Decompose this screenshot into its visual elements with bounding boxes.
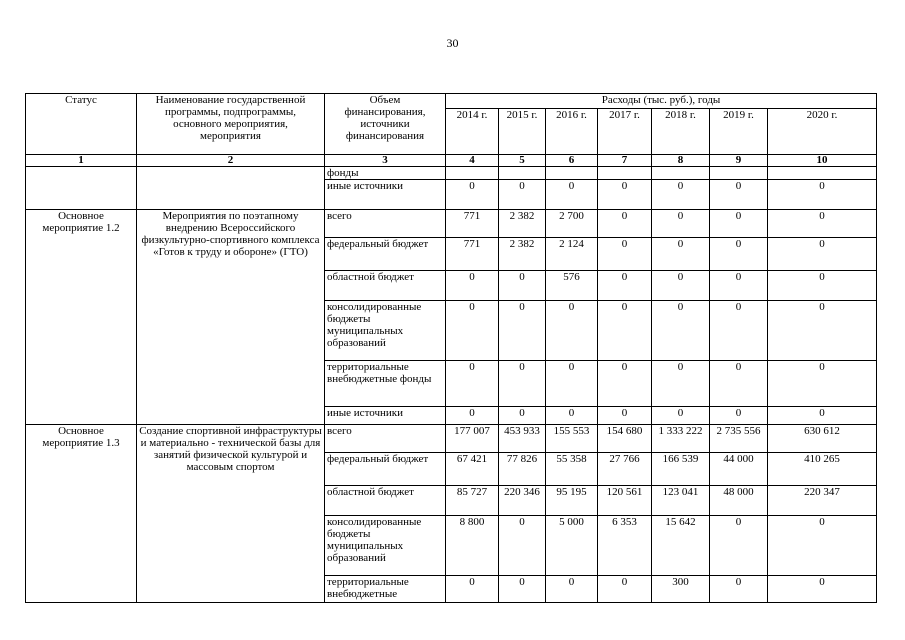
amount-cell: 0 bbox=[768, 301, 877, 361]
column-index: 6 bbox=[546, 155, 598, 167]
amount-cell: 0 bbox=[598, 361, 652, 407]
amount-cell bbox=[652, 167, 710, 180]
amount-cell: 0 bbox=[710, 361, 768, 407]
amount-cell: 0 bbox=[710, 516, 768, 576]
funding-source-cell: иные источники bbox=[325, 180, 446, 210]
header-status: Статус bbox=[26, 94, 137, 155]
amount-cell bbox=[710, 167, 768, 180]
amount-cell: 0 bbox=[598, 210, 652, 238]
amount-cell: 15 642 bbox=[652, 516, 710, 576]
amount-cell: 0 bbox=[446, 361, 499, 407]
amount-cell: 0 bbox=[598, 238, 652, 271]
program-name-cell bbox=[137, 167, 325, 210]
column-index: 4 bbox=[446, 155, 499, 167]
amount-cell: 0 bbox=[446, 301, 499, 361]
amount-cell: 0 bbox=[652, 407, 710, 425]
amount-cell: 0 bbox=[768, 210, 877, 238]
amount-cell: 0 bbox=[598, 407, 652, 425]
amount-cell: 0 bbox=[768, 238, 877, 271]
amount-cell bbox=[446, 167, 499, 180]
column-index: 5 bbox=[499, 155, 546, 167]
amount-cell: 95 195 bbox=[546, 486, 598, 516]
amount-cell: 123 041 bbox=[652, 486, 710, 516]
amount-cell: 0 bbox=[446, 576, 499, 603]
amount-cell: 0 bbox=[652, 210, 710, 238]
amount-cell: 2 124 bbox=[546, 238, 598, 271]
amount-cell: 0 bbox=[768, 180, 877, 210]
table-row bbox=[26, 210, 877, 238]
funding-source-cell: всего bbox=[325, 425, 446, 453]
amount-cell: 0 bbox=[768, 576, 877, 603]
amount-cell: 0 bbox=[768, 407, 877, 425]
funding-source-cell: территориальные внебюджетные bbox=[325, 576, 446, 603]
amount-cell: 771 bbox=[446, 210, 499, 238]
amount-cell: 0 bbox=[499, 271, 546, 301]
amount-cell: 0 bbox=[446, 180, 499, 210]
amount-cell: 0 bbox=[768, 516, 877, 576]
amount-cell: 1 333 222 bbox=[652, 425, 710, 453]
amount-cell: 0 bbox=[499, 301, 546, 361]
amount-cell: 0 bbox=[499, 407, 546, 425]
amount-cell: 576 bbox=[546, 271, 598, 301]
program-name-cell: Мероприятия по поэтапному внедрению Всероссийского физкультурно-спортивного комплекса «Готов к труду и обороне» (ГТО) bbox=[137, 210, 325, 425]
program-name-cell: Создание спортивной инфраструктуры и материально - технической базы для занятий физической культурой и массовым спортом bbox=[137, 425, 325, 603]
amount-cell bbox=[546, 167, 598, 180]
amount-cell: 0 bbox=[546, 361, 598, 407]
amount-cell: 0 bbox=[652, 238, 710, 271]
amount-cell: 2 382 bbox=[499, 210, 546, 238]
amount-cell: 44 000 bbox=[710, 453, 768, 486]
status-cell: Основное мероприятие 1.3 bbox=[26, 425, 137, 603]
amount-cell: 27 766 bbox=[598, 453, 652, 486]
amount-cell bbox=[768, 167, 877, 180]
amount-cell: 0 bbox=[598, 576, 652, 603]
funding-source-cell: иные источники bbox=[325, 407, 446, 425]
expenses-table bbox=[25, 93, 877, 603]
amount-cell bbox=[598, 167, 652, 180]
amount-cell: 0 bbox=[710, 407, 768, 425]
amount-cell: 630 612 bbox=[768, 425, 877, 453]
amount-cell: 2 735 556 bbox=[710, 425, 768, 453]
column-index: 9 bbox=[710, 155, 768, 167]
table-row bbox=[26, 167, 877, 180]
amount-cell: 48 000 bbox=[710, 486, 768, 516]
amount-cell: 0 bbox=[652, 180, 710, 210]
amount-cell: 453 933 bbox=[499, 425, 546, 453]
column-index: 3 bbox=[325, 155, 446, 167]
amount-cell: 220 347 bbox=[768, 486, 877, 516]
amount-cell: 0 bbox=[546, 301, 598, 361]
header-volume: Объем финансирования, источники финансирования bbox=[325, 94, 446, 155]
amount-cell: 166 539 bbox=[652, 453, 710, 486]
amount-cell: 2 700 bbox=[546, 210, 598, 238]
amount-cell: 0 bbox=[546, 576, 598, 603]
column-index: 8 bbox=[652, 155, 710, 167]
amount-cell: 8 800 bbox=[446, 516, 499, 576]
status-cell: Основное мероприятие 1.2 bbox=[26, 210, 137, 425]
amount-cell: 0 bbox=[598, 301, 652, 361]
amount-cell: 0 bbox=[710, 180, 768, 210]
amount-cell: 0 bbox=[710, 238, 768, 271]
column-index: 2 bbox=[137, 155, 325, 167]
amount-cell: 67 421 bbox=[446, 453, 499, 486]
amount-cell: 55 358 bbox=[546, 453, 598, 486]
column-index: 7 bbox=[598, 155, 652, 167]
funding-source-cell: консолидированные бюджеты муниципальных образований bbox=[325, 301, 446, 361]
amount-cell: 5 000 bbox=[546, 516, 598, 576]
amount-cell: 154 680 bbox=[598, 425, 652, 453]
amount-cell: 120 561 bbox=[598, 486, 652, 516]
funding-source-cell: территориальные внебюджетные фонды bbox=[325, 361, 446, 407]
amount-cell: 0 bbox=[598, 180, 652, 210]
header-year: 2018 г. bbox=[652, 109, 710, 155]
amount-cell: 0 bbox=[710, 301, 768, 361]
amount-cell: 0 bbox=[652, 301, 710, 361]
status-cell bbox=[26, 167, 137, 210]
amount-cell: 6 353 bbox=[598, 516, 652, 576]
header-expenses: Расходы (тыс. руб.), годы bbox=[446, 94, 877, 109]
amount-cell: 0 bbox=[499, 576, 546, 603]
amount-cell: 0 bbox=[768, 271, 877, 301]
amount-cell: 0 bbox=[499, 180, 546, 210]
amount-cell: 85 727 bbox=[446, 486, 499, 516]
amount-cell: 0 bbox=[546, 407, 598, 425]
column-index: 10 bbox=[768, 155, 877, 167]
amount-cell: 177 007 bbox=[446, 425, 499, 453]
amount-cell: 300 bbox=[652, 576, 710, 603]
funding-source-cell: консолидированные бюджеты муниципальных образований bbox=[325, 516, 446, 576]
amount-cell: 0 bbox=[710, 576, 768, 603]
amount-cell: 410 265 bbox=[768, 453, 877, 486]
header-year: 2014 г. bbox=[446, 109, 499, 155]
column-index: 1 bbox=[26, 155, 137, 167]
amount-cell: 0 bbox=[446, 271, 499, 301]
amount-cell: 77 826 bbox=[499, 453, 546, 486]
amount-cell: 0 bbox=[499, 361, 546, 407]
header-year: 2019 г. bbox=[710, 109, 768, 155]
amount-cell: 0 bbox=[546, 180, 598, 210]
header-year: 2016 г. bbox=[546, 109, 598, 155]
amount-cell: 2 382 bbox=[499, 238, 546, 271]
amount-cell: 0 bbox=[598, 271, 652, 301]
funding-source-cell: всего bbox=[325, 210, 446, 238]
amount-cell: 220 346 bbox=[499, 486, 546, 516]
amount-cell: 0 bbox=[710, 210, 768, 238]
amount-cell: 0 bbox=[499, 516, 546, 576]
amount-cell: 155 553 bbox=[546, 425, 598, 453]
amount-cell: 0 bbox=[768, 361, 877, 407]
table-row bbox=[26, 425, 877, 453]
header-year: 2020 г. bbox=[768, 109, 877, 155]
header-name: Наименование государственной программы, подпрограммы, основного мероприятия, мероприятия bbox=[137, 94, 325, 155]
funding-source-cell: федеральный бюджет bbox=[325, 453, 446, 486]
page-number: 30 bbox=[446, 36, 459, 50]
amount-cell bbox=[499, 167, 546, 180]
funding-source-cell: областной бюджет bbox=[325, 486, 446, 516]
amount-cell: 0 bbox=[446, 407, 499, 425]
header-year: 2017 г. bbox=[598, 109, 652, 155]
funding-source-cell: федеральный бюджет bbox=[325, 238, 446, 271]
funding-source-cell: областной бюджет bbox=[325, 271, 446, 301]
funding-source-cell: фонды bbox=[325, 167, 446, 180]
amount-cell: 0 bbox=[652, 361, 710, 407]
amount-cell: 771 bbox=[446, 238, 499, 271]
amount-cell: 0 bbox=[710, 271, 768, 301]
amount-cell: 0 bbox=[652, 271, 710, 301]
header-year: 2015 г. bbox=[499, 109, 546, 155]
